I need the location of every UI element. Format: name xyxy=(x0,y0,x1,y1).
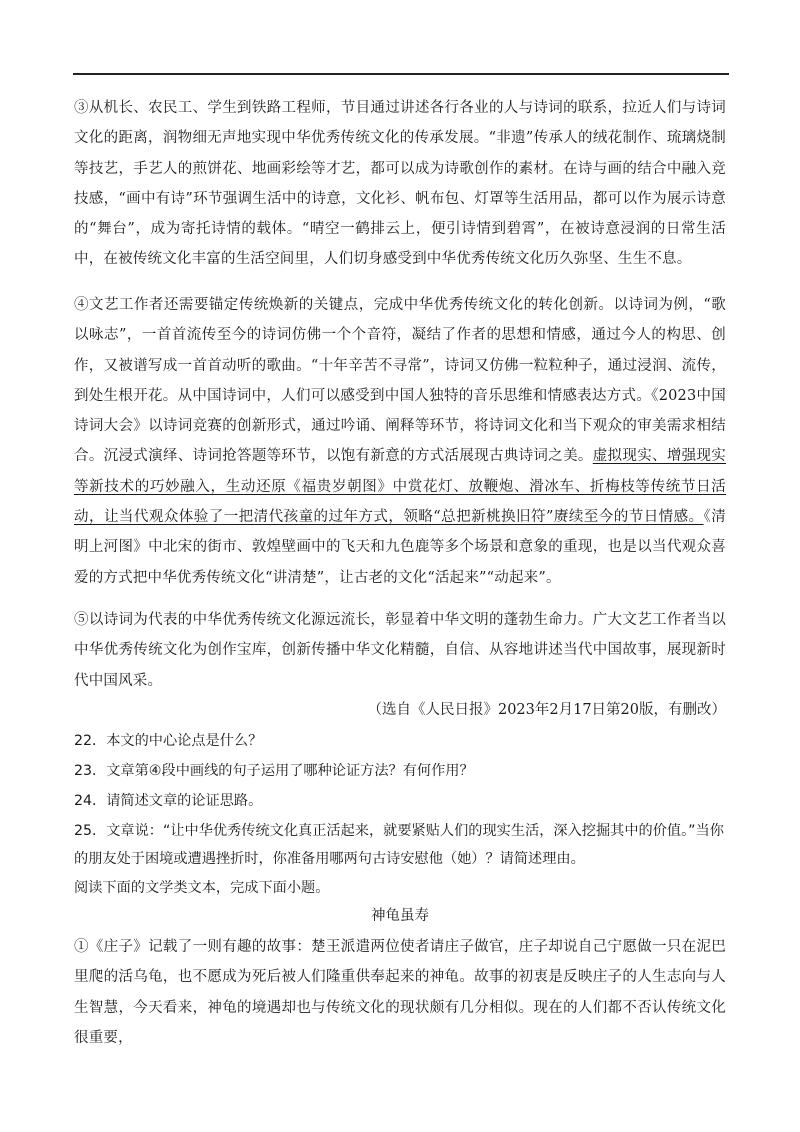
passage-paragraph-1: ①《庄子》记载了一则有趣的故事：楚王派遣两位使者请庄子做官，庄子却说自己宁愿做一只在泥巴里爬的活乌龟，也不愿成为死后被人们隆重供奉起来的神龟。故事的初衷是反映庄子的人生志向与人生智慧，今天看来，神龟的境遇却也与传统文化的现状颇有几分相似。现在的人们都不否认传统文化很重要， xyxy=(74,939,726,1046)
header-rule xyxy=(73,73,729,75)
underlined-sentence: 虚拟现实、增强现实等新技术的巧妙融入，生动还原《福贵岁朝图》中赏花灯、放鞭炮、滑冰车、折梅枝等传统节日活动，让当代观众体验了一把清代孩童的过年方式，领略“总把新桃换旧符”赓续至今的节日情感。 xyxy=(74,448,726,526)
paragraph-4-text-before: ④文艺工作者还需要锚定传统焕新的关键点，完成中华优秀传统文化的转化创新。以诗词为例，“歌以咏志”，一首首流传至今的诗词仿佛一个个音符，凝结了作者的思想和情感，通过今人的构思、创作，又被谱写成一首首动听的歌曲。“十年辛苦不寻常”，诗词又仿佛一粒粒种子，通过浸润、流传，到处生根开花。从中国诗词中，人们可以感受到中国人独特的音乐思维和情感表达方式。《2023中国诗词大会》以诗词竞赛的创新形式，通过吟诵、阐释等环节，将诗词文化和当下观众的审美需求相结合。沉浸式演绎、诗词抢答题等环节，以饱有新意的方式活展现古典诗词之美。 xyxy=(74,297,726,465)
reading-instruction: 阅读下面的文学类文本，完成下面小题。 xyxy=(74,880,330,896)
passage-title: 神龟虽寿 xyxy=(371,908,429,924)
question-24: 24．请简述文章的论证思路。 xyxy=(74,793,263,809)
paragraph-4 xyxy=(74,290,726,593)
paragraph-4-text-after: 《清明上河图》中北宋的街市、敦煌壁画中的飞天和九色鹿等多个场景和意象的重现，也是以当代观众喜爱的方式把中华优秀传统文化“讲清楚”，让古老的文化“活起来”“动起来”。 xyxy=(74,509,726,586)
paragraph-3: ③从机长、农民工、学生到铁路工程师，节目通过讲述各行各业的人与诗词的联系，拉近人们与诗词文化的距离，润物细无声地实现中华优秀传统文化的传承发展。“非遗”传承人的绒花制作、琉璃烧制等技艺，手艺人的煎饼花、地画彩绘等才艺，都可以成为诗歌创作的素材。在诗与画的结合中融入竞技感，“画中有诗”环节强调生活中的诗意，文化衫、帆布包、灯罩等生活用品，都可以作为展示诗意的“舞台”，成为寄托诗情的载体。“晴空一鹤排云上，便引诗情到碧霄”，在被诗意浸润的日常生活中，在被传统文化丰富的生活空间里，人们切身感受到中华优秀传统文化历久弥坚、生生不息。 xyxy=(74,100,726,268)
question-23: 23．文章第④段中画线的句子运用了哪种论证方法？有何作用？ xyxy=(74,763,474,779)
question-25: 25．文章说：“让中华优秀传统文化真正活起来，就要紧贴人们的现实生活，深入挖掘其中的价值。”当你的朋友处于困境或遭遇挫折时，你准备用哪两句古诗安慰他（她）？请简述理由。 xyxy=(74,823,724,867)
paragraph-5: ⑤以诗词为代表的中华优秀传统文化源远流长，彰显着中华文明的蓬勃生命力。广大文艺工作者当以中华优秀传统文化为创作宝库，创新传播中华文化精髓，自信、从容地讲述当代中国故事，展现新时代中国风采。 xyxy=(74,612,726,689)
source-citation: （选自《人民日报》2023年2月17日第20版，有删改） xyxy=(367,702,726,718)
question-22: 22．本文的中心论点是什么？ xyxy=(74,733,263,749)
